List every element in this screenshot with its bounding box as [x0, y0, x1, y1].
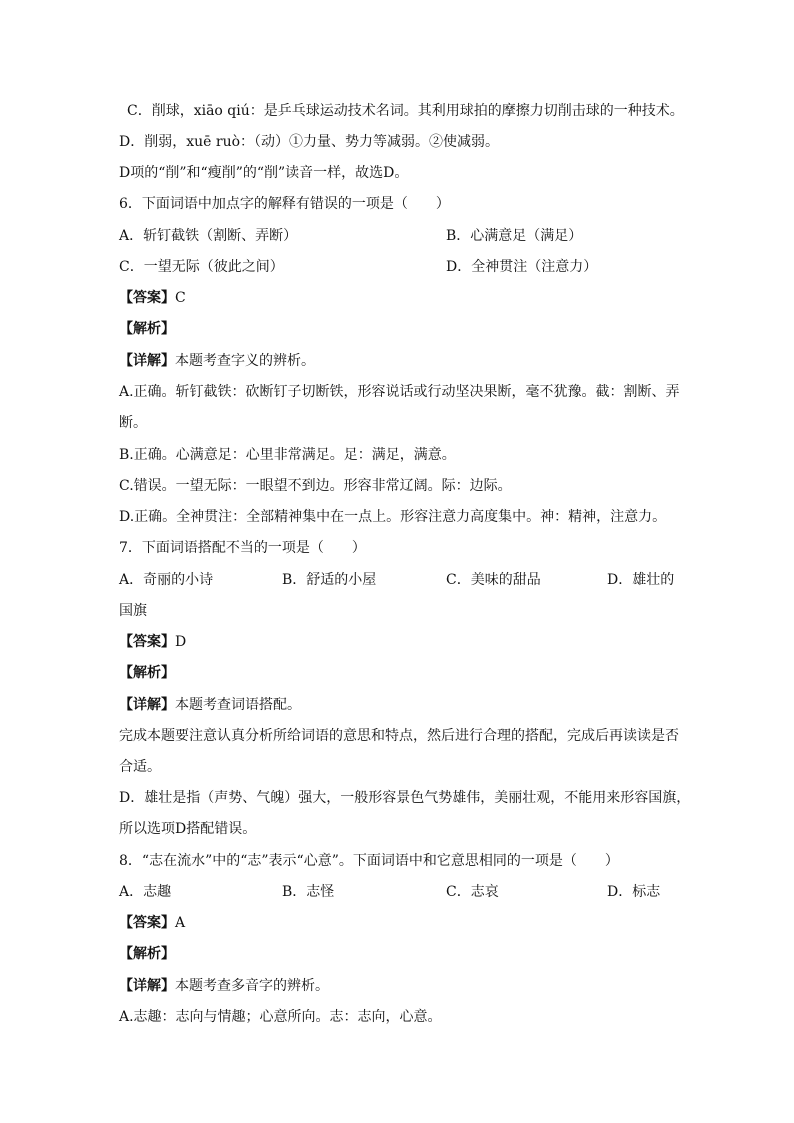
q7-detail — [119, 695, 301, 715]
q7-stem: 7．下面词语搭配不当的一项是（ ） — [119, 540, 366, 556]
detail-tag: 【详解】 — [119, 697, 175, 713]
q7-option-d: D．雄壮的 — [607, 572, 675, 588]
q7-option-d-wrap: 国旗 — [119, 603, 147, 619]
q6-option-b: B．心满意足（满足） — [446, 228, 583, 244]
q8-option-c: C．志哀 — [446, 884, 499, 900]
q6-explanation-b: B.正确。心满意足：心里非常满足。足：满足，满意。 — [119, 447, 456, 463]
q6-option-d: D．全神贯注（注意力） — [446, 259, 598, 275]
q6-explanation-c: C.错误。一望无际：一眼望不到边。形容非常辽阔。际：边际。 — [119, 478, 512, 494]
q7-option-a: A．奇丽的小诗 — [119, 572, 214, 588]
prev-option-c: C．削球，xiāo qiú：是乒乓球运动技术名词。其利用球拍的摩擦力切削击球的一种技术。 — [127, 103, 684, 119]
q7-option-c: C．美味的甜品 — [446, 572, 541, 588]
detail-text: 本题考查多音字的辨析。 — [175, 978, 329, 994]
q6-explanation-d: D.正确。全神贯注：全部精神集中在一点上。形容注意力高度集中。神：精神，注意力。 — [119, 509, 667, 525]
q7-answer — [119, 632, 186, 652]
q6-explanation-a: A.正确。斩钉截铁：砍断钉子切断铁，形容说话或行动坚决果断，毫不犹豫。截：割断、弄 — [119, 384, 680, 400]
q6-option-c: C．一望无际（彼此之间） — [119, 259, 284, 275]
q8-detail — [119, 976, 329, 996]
q8-option-b: B．志怪 — [282, 884, 335, 900]
q6-answer — [119, 288, 186, 308]
answer-value: A — [175, 915, 186, 931]
q6-detail — [119, 351, 315, 371]
answer-value: C — [175, 290, 186, 306]
q7-option-b: B．舒适的小屋 — [282, 572, 377, 588]
q8-analysis-heading: 【解析】 — [119, 946, 175, 962]
q6-option-a: A．斩钉截铁（割断、弄断） — [119, 228, 298, 244]
q6-explanation-a-cont: 断。 — [119, 415, 147, 431]
q8-option-d: D．标志 — [607, 884, 661, 900]
q7-paragraph-1-cont: 合适。 — [119, 759, 161, 775]
prev-option-d: D．削弱，xuē ruò：（动）①力量、势力等减弱。②使减弱。 — [119, 134, 500, 150]
detail-text: 本题考查词语搭配。 — [175, 697, 301, 713]
answer-value: D — [175, 634, 187, 650]
q6-analysis-heading: 【解析】 — [119, 321, 175, 337]
q7-paragraph-1: 完成本题要注意认真分析所给词语的意思和特点，然后进行合理的搭配，完成后再读读是否 — [119, 728, 679, 744]
detail-tag: 【详解】 — [119, 353, 175, 369]
q8-answer — [119, 913, 185, 933]
q7-paragraph-2-cont: 所以选项D搭配错误。 — [119, 821, 257, 837]
q7-analysis-heading: 【解析】 — [119, 665, 175, 681]
q6-stem: 6．下面词语中加点字的解释有错误的一项是（ ） — [119, 196, 450, 212]
q7-paragraph-2: D．雄壮是指（声势、气魄）强大，一般形容景色气势雄伟，美丽壮观，不能用来形容国旗， — [119, 790, 691, 806]
detail-tag: 【详解】 — [119, 978, 175, 994]
q8-explanation-a: A.志趣：志向与情趣；心意所向。志：志向，心意。 — [119, 1009, 442, 1025]
answer-tag: 【答案】 — [119, 290, 175, 306]
q8-option-a: A．志趣 — [119, 884, 172, 900]
answer-tag: 【答案】 — [119, 915, 175, 931]
answer-tag: 【答案】 — [119, 634, 175, 650]
q8-stem: 8．“志在流水”中的“志”表示“心意”。下面词语中和它意思相同的一项是（ ） — [119, 853, 619, 869]
detail-text: 本题考查字义的辨析。 — [175, 353, 315, 369]
prev-conclusion: D项的“削”和“瘦削”的“削”读音一样，故选D。 — [119, 165, 409, 181]
